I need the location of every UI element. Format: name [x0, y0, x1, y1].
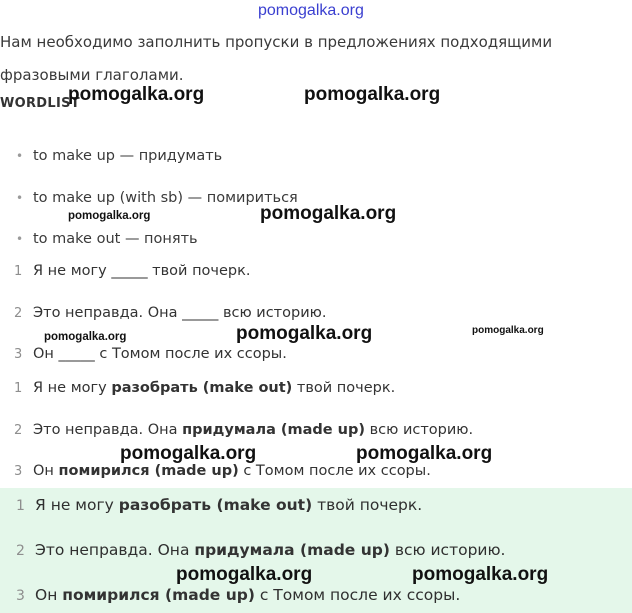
answer-item	[14, 422, 473, 438]
item-number: 1	[16, 498, 25, 514]
bullet-icon: •	[16, 191, 24, 205]
answer-highlight: придумала (made up)	[194, 541, 390, 559]
answer-text: всю историю.	[365, 422, 474, 438]
watermark: pomogalka.org	[304, 84, 441, 105]
final-answer-item	[16, 586, 460, 604]
exercise-text: Я не могу _____ твой почерк.	[33, 263, 251, 279]
exercise-text: Это неправда. Она _____ всю историю.	[33, 305, 327, 321]
answer-text: с Томом после их ссоры.	[254, 586, 461, 604]
answer-highlight: разобрать (make out)	[111, 380, 293, 396]
watermark: pomogalka.org	[260, 203, 397, 224]
answer-highlight: помирился (made up)	[58, 463, 239, 479]
wordlist-item	[16, 231, 198, 247]
wordlist-item-text: to make out — понять	[33, 231, 198, 247]
answer-text: Он	[33, 463, 59, 479]
final-answer-item	[16, 496, 422, 514]
wordlist-item-text: to make up (with sb) — помириться	[33, 190, 298, 206]
item-number: 1	[14, 264, 23, 279]
intro-line-2: фразовыми глаголами.	[0, 66, 184, 84]
item-number: 1	[14, 381, 23, 396]
wordlist-item	[16, 190, 298, 206]
watermark: pomogalka.org	[356, 443, 493, 464]
watermark: pomogalka.org	[176, 564, 313, 585]
watermark: pomogalka.org	[412, 564, 549, 585]
item-number: 3	[16, 588, 25, 604]
watermark: pomogalka.org	[472, 325, 544, 336]
bullet-icon: •	[16, 149, 24, 163]
watermark: pomogalka.org	[120, 443, 257, 464]
answer-text: Это неправда. Она	[33, 422, 183, 438]
watermark: pomogalka.org	[68, 84, 205, 105]
item-number: 2	[16, 543, 25, 559]
header-watermark: pomogalka.org	[258, 2, 364, 19]
watermark: pomogalka.org	[44, 331, 127, 343]
item-number: 3	[14, 464, 23, 479]
wordlist-title: WORDLIST	[0, 96, 80, 111]
answer-text: всю историю.	[389, 541, 506, 559]
exercise-item	[14, 305, 326, 321]
answer-highlight: разобрать (make out)	[118, 496, 313, 514]
answer-text: Я не могу	[35, 496, 119, 514]
wordlist-item-text: to make up — придумать	[33, 148, 223, 164]
answer-text: твой почерк.	[312, 496, 423, 514]
final-answer-item	[16, 541, 505, 559]
intro-line-1: Нам необходимо заполнить пропуски в предложениях подходящими	[0, 33, 553, 51]
item-number: 2	[14, 306, 23, 321]
exercise-item	[14, 346, 287, 362]
answer-text: Он	[35, 586, 63, 604]
answer-text: твой почерк.	[292, 380, 396, 396]
answer-highlight: придумала (made up)	[182, 422, 366, 438]
watermark: pomogalka.org	[68, 210, 151, 222]
answer-text: с Томом после их ссоры.	[238, 463, 431, 479]
answer-text: Это неправда. Она	[35, 541, 195, 559]
exercise-item	[14, 263, 250, 279]
exercise-text: Он _____ с Томом после их ссоры.	[33, 346, 287, 362]
answer-text: Я не могу	[33, 380, 112, 396]
answer-highlight: помирился (made up)	[62, 586, 255, 604]
item-number: 3	[14, 347, 23, 362]
watermark: pomogalka.org	[236, 323, 373, 344]
answer-item	[14, 463, 431, 479]
item-number: 2	[14, 423, 23, 438]
bullet-icon: •	[16, 232, 24, 246]
answer-item	[14, 380, 395, 396]
wordlist-item	[16, 148, 222, 164]
